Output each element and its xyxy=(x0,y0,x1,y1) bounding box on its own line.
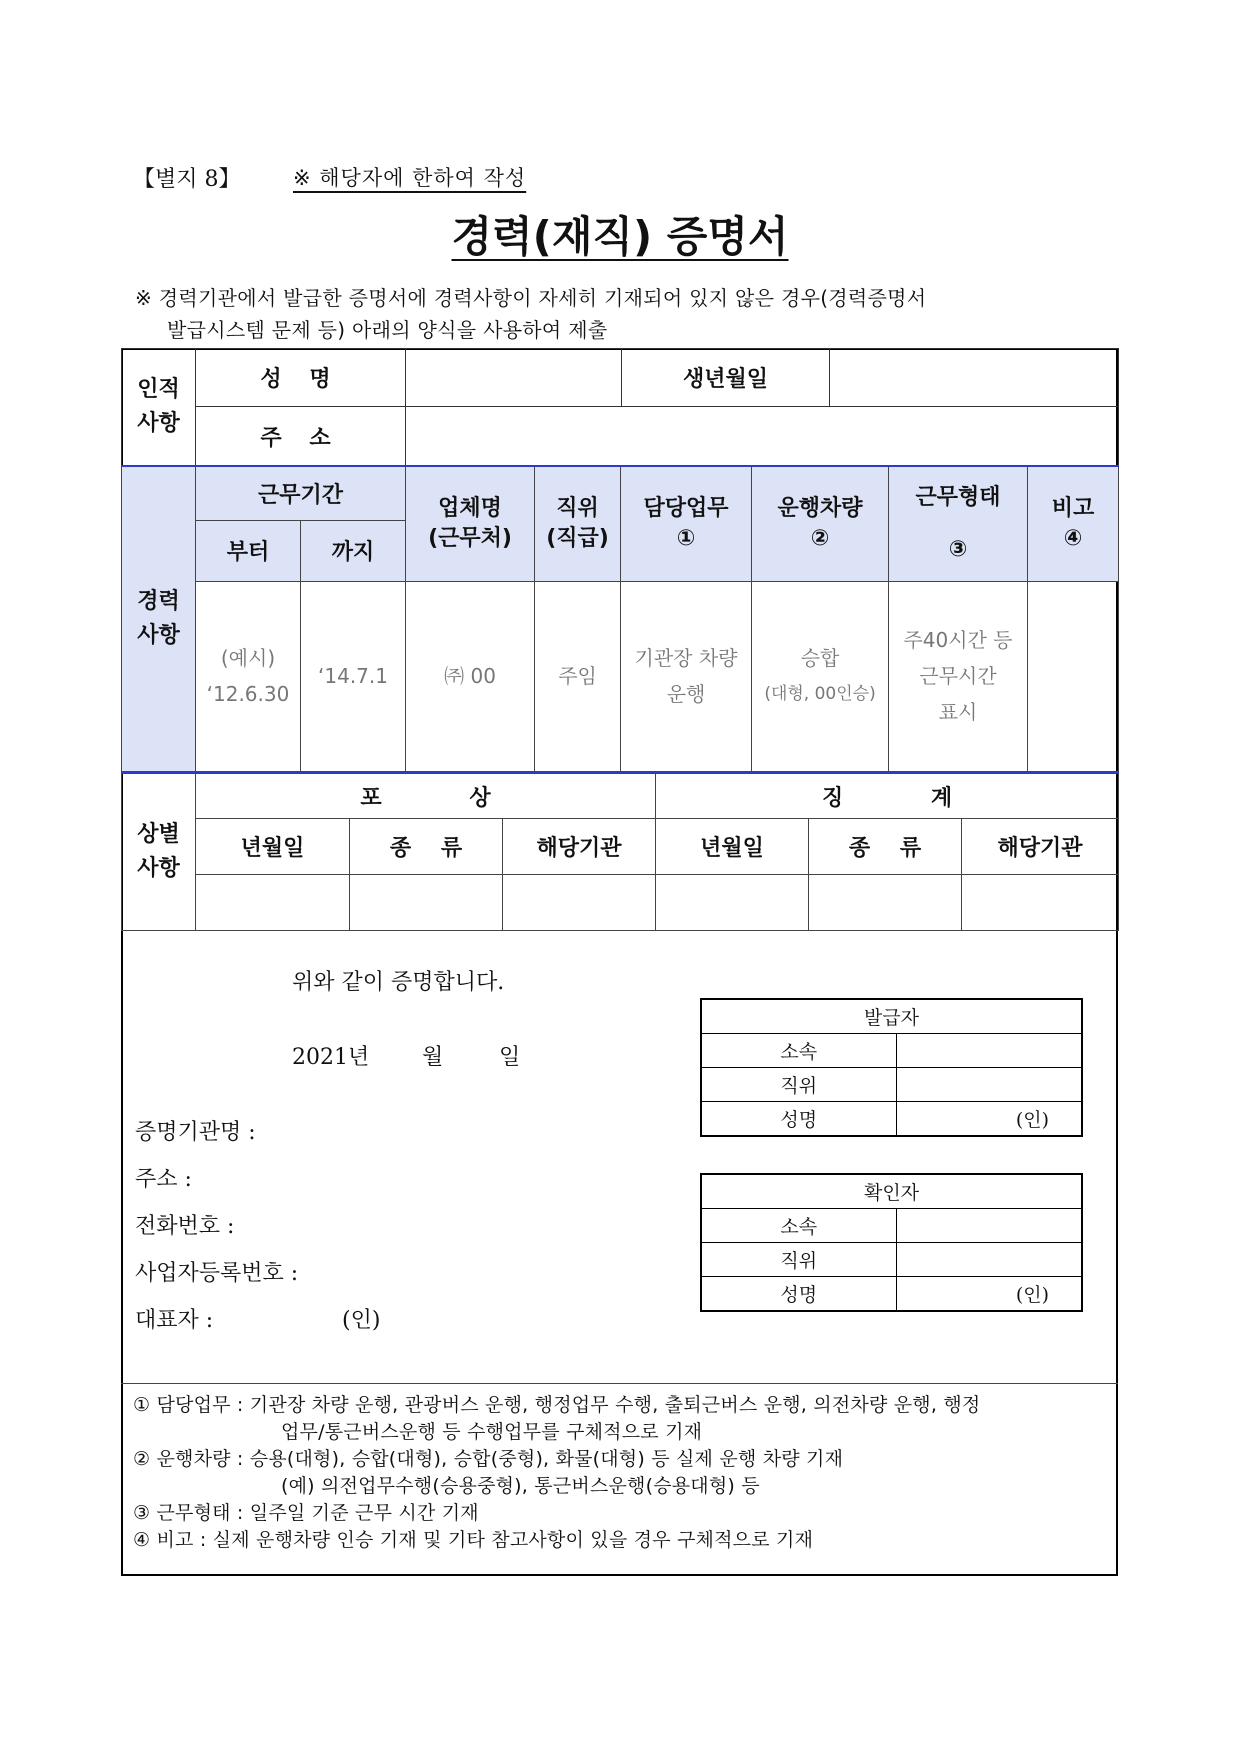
reward-type-field[interactable] xyxy=(350,875,503,931)
discipline-org-header: 해당기관 xyxy=(962,819,1119,875)
example-vehicle-sub: (대형, 00인승) xyxy=(764,684,876,705)
intro-note xyxy=(135,282,1115,346)
reward-org-header: 해당기관 xyxy=(503,819,656,875)
org-name-label: 증명기관명 : xyxy=(135,1120,256,1145)
reward-header: 포 상 xyxy=(196,774,656,819)
footnote-1-cont: 업무/통근버스운행 등 수행업무를 구체적으로 기재 xyxy=(281,1421,703,1443)
issuer-affiliation-label: 소속 xyxy=(701,1034,896,1068)
name-field[interactable] xyxy=(406,349,622,407)
example-vehicle-main: 승합 xyxy=(800,646,840,671)
vehicle-header: 운행차량 ② xyxy=(752,466,889,581)
issuer-seal[interactable]: (인) xyxy=(896,1102,1082,1137)
from-header: 부터 xyxy=(196,520,301,581)
issuer-position-label: 직위 xyxy=(701,1068,896,1102)
title-text: 경력(재직) 증명서 xyxy=(451,212,789,261)
form-tag: 【별지 8】 xyxy=(133,167,241,192)
confirmer-affiliation-field[interactable] xyxy=(896,1209,1082,1243)
confirmer-box xyxy=(700,1173,1083,1312)
career-table xyxy=(121,465,1119,773)
awards-table xyxy=(121,773,1119,931)
reward-date-field[interactable] xyxy=(196,875,350,931)
career-section-label: 경력 사항 xyxy=(122,466,196,772)
address-label: 주 소 xyxy=(196,407,406,466)
period-header: 근무기간 xyxy=(196,466,406,520)
issuer-name-label: 성명 xyxy=(701,1102,896,1137)
certify-statement: 위와 같이 증명합니다. xyxy=(292,970,505,995)
biz-no-label: 사업자등록번호 : xyxy=(135,1261,299,1286)
footnote-3: ③ 근무형태 : 일주일 기준 근무 시간 기재 xyxy=(133,1502,479,1524)
example-company[interactable]: ㈜ 00 xyxy=(406,581,535,772)
org-address-label: 주소 : xyxy=(135,1167,192,1192)
discipline-date-field[interactable] xyxy=(656,875,809,931)
rep-label: 대표자 : xyxy=(135,1308,214,1333)
confirmer-position-label: 직위 xyxy=(701,1243,896,1277)
page-title xyxy=(0,204,1240,264)
example-duty[interactable]: 기관장 차량 운행 xyxy=(621,581,752,772)
org-phone-label: 전화번호 : xyxy=(135,1214,235,1239)
position-header: 직위 (직급) xyxy=(535,466,621,581)
example-remark[interactable] xyxy=(1028,581,1119,772)
address-field[interactable] xyxy=(406,407,1119,466)
discipline-type-header: 종 류 xyxy=(809,819,962,875)
footnote-2-cont: (예) 의전업무수행(승용중형), 통근버스운행(승용대형) 등 xyxy=(281,1475,760,1497)
issuer-position-field[interactable] xyxy=(896,1068,1082,1102)
rep-seal: (인) xyxy=(342,1308,381,1333)
company-header: 업체명 (근무처) xyxy=(406,466,535,581)
birth-field[interactable] xyxy=(830,349,1119,407)
personal-info-table xyxy=(121,348,1119,466)
confirmer-seal[interactable]: (인) xyxy=(896,1277,1082,1312)
issuer-affiliation-field[interactable] xyxy=(896,1034,1082,1068)
name-label: 성 명 xyxy=(196,349,406,407)
confirmer-position-field[interactable] xyxy=(896,1243,1082,1277)
remark-header: 비고 ④ xyxy=(1028,466,1119,581)
footnote-divider xyxy=(121,1383,1118,1384)
issuer-box xyxy=(700,998,1083,1137)
discipline-type-field[interactable] xyxy=(809,875,962,931)
discipline-date-header: 년월일 xyxy=(656,819,809,875)
footnote-4: ④ 비고 : 실제 운행차량 인승 기재 및 기타 참고사항이 있을 경우 구체적으로 기재 xyxy=(133,1529,814,1551)
certify-date xyxy=(292,1040,532,1071)
example-position[interactable]: 주임 xyxy=(535,581,621,772)
discipline-header: 징 계 xyxy=(656,774,1119,819)
form-notice: ※ 해당자에 한하여 작성 xyxy=(293,166,527,190)
date-day: 일 xyxy=(499,1045,521,1070)
example-worktype[interactable]: 주40시간 등 근무시간 표시 xyxy=(889,581,1028,772)
reward-org-field[interactable] xyxy=(503,875,656,931)
confirmer-name-label: 성명 xyxy=(701,1277,896,1312)
duty-header: 담당업무 ① xyxy=(621,466,752,581)
confirmer-title: 확인자 xyxy=(701,1174,1082,1209)
issuer-title: 발급자 xyxy=(701,999,1082,1034)
reward-type-header: 종 류 xyxy=(350,819,503,875)
discipline-org-field[interactable] xyxy=(962,875,1119,931)
to-header: 까지 xyxy=(301,520,406,581)
birth-label: 생년월일 xyxy=(622,349,830,407)
confirmer-affiliation-label: 소속 xyxy=(701,1209,896,1243)
worktype-header: 근무형태 ③ xyxy=(889,466,1028,581)
footnote-1: ① 담당업무 : 기관장 차량 운행, 관광버스 운행, 행정업무 수행, 출퇴근버스 운행, 의전차량 운행, 행정 xyxy=(133,1394,981,1416)
footnotes xyxy=(133,1392,1113,1554)
awards-section-label: 상별 사항 xyxy=(122,774,196,931)
date-month: 월 xyxy=(422,1045,444,1070)
example-vehicle[interactable] xyxy=(752,581,889,772)
personal-section-label: 인적 사항 xyxy=(122,349,196,466)
intro-line-2: 발급시스템 문제 등) 아래의 양식을 사용하여 제출 xyxy=(167,318,608,342)
footnote-2: ② 운행차량 : 승용(대형), 승합(대형), 승합(중형), 화물(대형) 등 실제 운행 차량 기재 xyxy=(133,1448,844,1470)
intro-line-1: ※ 경력기관에서 발급한 증명서에 경력사항이 자세히 기재되어 있지 않은 경우(경력증명서 xyxy=(135,286,927,310)
reward-date-header: 년월일 xyxy=(196,819,350,875)
example-from[interactable]: (예시) ‘12.6.30 xyxy=(196,581,301,772)
example-to[interactable]: ‘14.7.1 xyxy=(301,581,406,772)
date-year: 2021년 xyxy=(292,1045,370,1070)
